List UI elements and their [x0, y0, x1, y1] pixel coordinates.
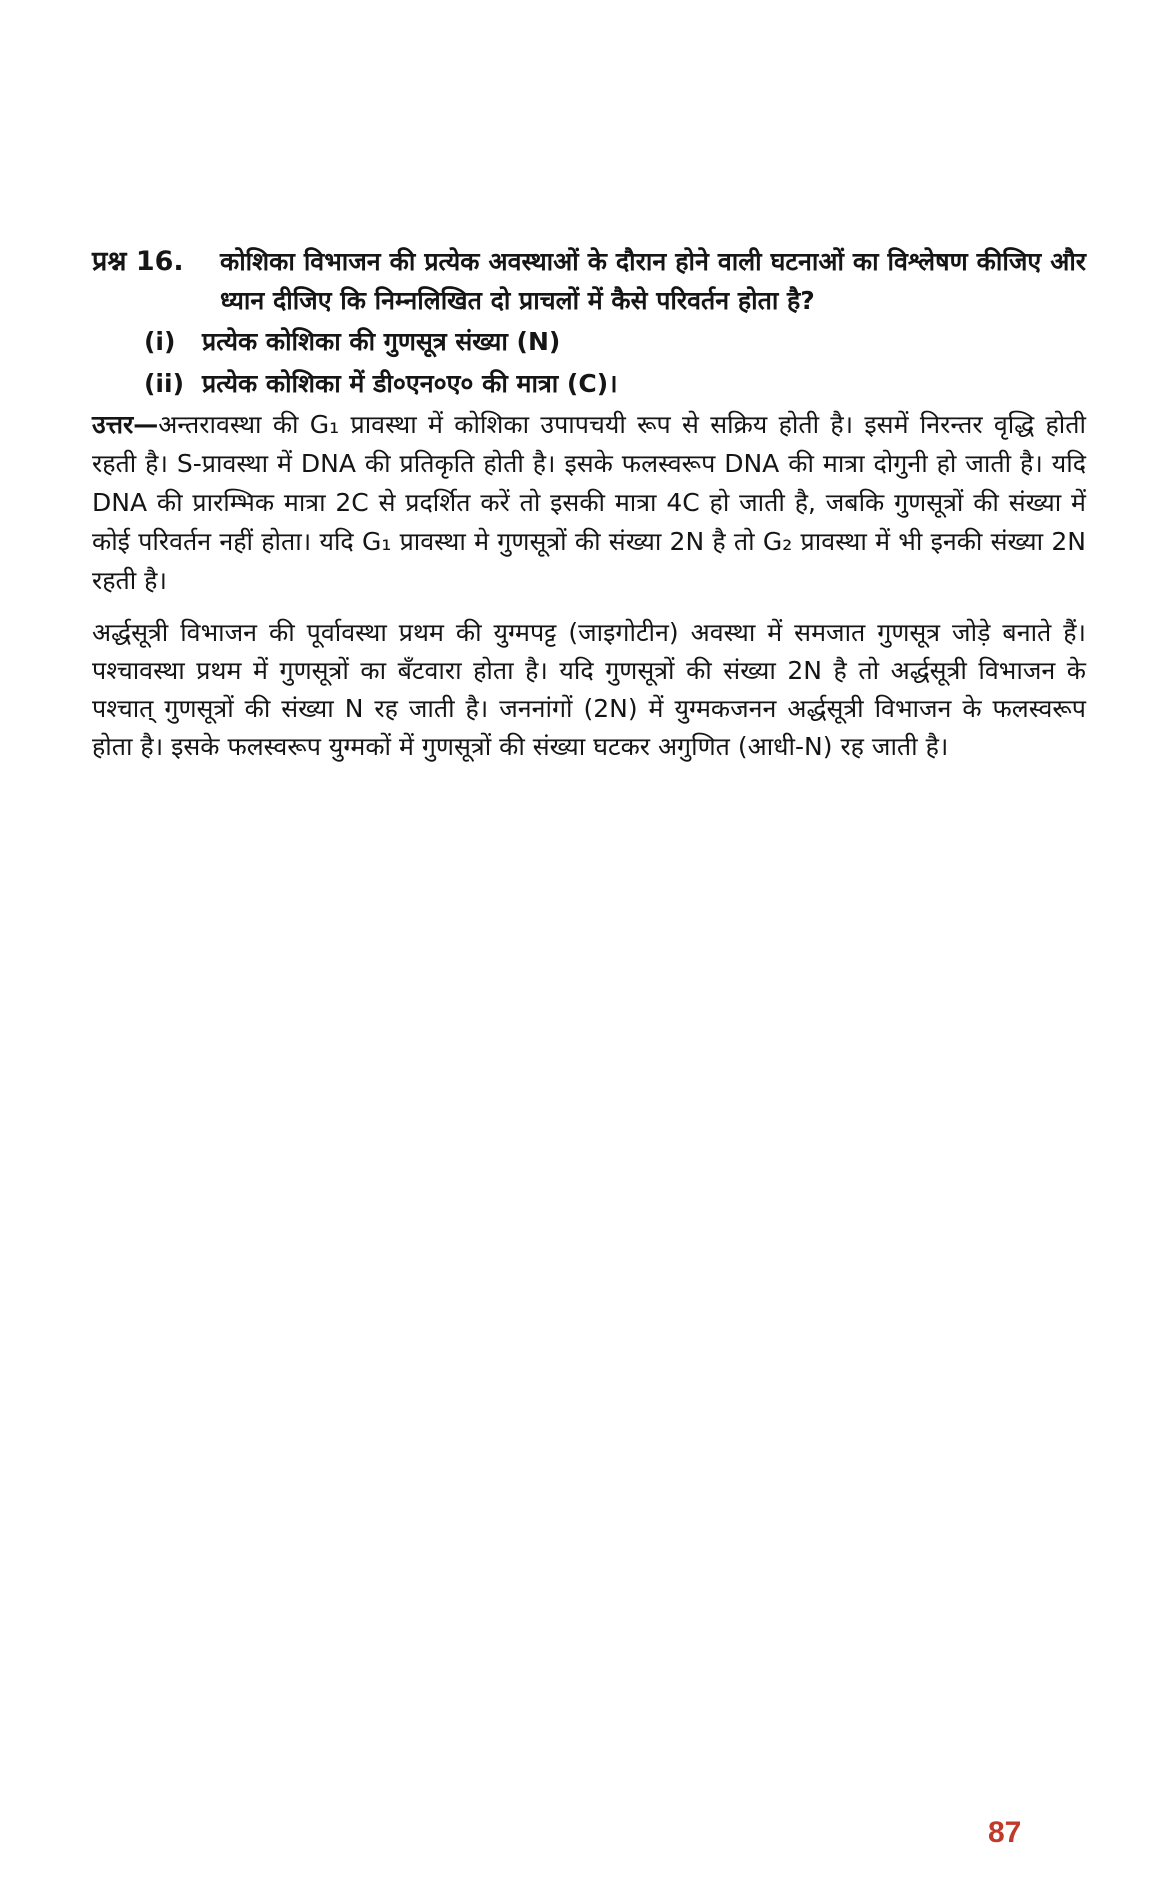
subpart-text: प्रत्येक कोशिका की गुणसूत्र संख्या (N) — [202, 327, 561, 356]
subpart-item — [92, 363, 1086, 405]
subpart-number: (ii) — [144, 369, 184, 398]
answer-paragraph-2: अर्द्धसूत्री विभाजन की पूर्वावस्था प्रथम की युग्मपट्ट (जाइगोटीन) अवस्था में समजात गुणसूत्र जोड़े बनाते हैं। पश्चावस्था प्रथम में गुणसूत्रों का बँटवारा होता है। यदि गुणसूत्रों की संख्या 2N है तो अर्द्धसूत्री विभाजन के पश्चात् गुणसूत्रों की संख्या N रह जाती है। जननांगों (2N) में युग्मकजनन अर्द्धसूत्री विभाजन के फलस्वरूप होता है। इसके फलस्वरूप युग्मकों में गुणसूत्रों की संख्या घटकर अगुणित (आधी-N) रह जाती है। — [92, 618, 1086, 761]
question-text: कोशिका विभाजन की प्रत्येक अवस्थाओं के दौरान होने वाली घटनाओं का विश्लेषण कीजिए और ध्यान दीजिए कि निम्नलिखित दो प्राचलों में कैसे परिवर्तन होता है? — [220, 247, 1086, 315]
subpart-text: प्रत्येक कोशिका में डी०एन०ए० की मात्रा (C)। — [202, 369, 618, 398]
subpart-number: (i) — [144, 327, 176, 356]
question-block — [92, 242, 1086, 320]
subpart-item — [92, 321, 1086, 363]
question-subparts — [92, 321, 1086, 405]
answer-paragraph-1 — [92, 405, 1086, 600]
question-label: प्रश्न 16. — [92, 246, 184, 277]
answer-label: उत्तर— — [92, 410, 159, 439]
page-content — [92, 242, 1086, 766]
page-number: 87 — [988, 1816, 1022, 1849]
answer-text-1: अन्तरावस्था की G₁ प्रावस्था में कोशिका उपापचयी रूप से सक्रिय होती है। इसमें निरन्तर वृद्धि होती रहती है। S-प्रावस्था में DNA की प्रतिकृति होती है। इसके फलस्वरूप DNA की मात्रा दोगुनी हो जाती है। यदि DNA की प्रारम्भिक मात्रा 2C से प्रदर्शित करें तो इसकी मात्रा 4C हो जाती है, जबकि गुणसूत्रों की संख्या में कोई परिवर्तन नहीं होता। यदि G₁ प्रावस्था मे गुणसूत्रों की संख्या 2N है तो G₂ प्रावस्था में भी इनकी संख्या 2N रहती है। — [92, 410, 1086, 595]
